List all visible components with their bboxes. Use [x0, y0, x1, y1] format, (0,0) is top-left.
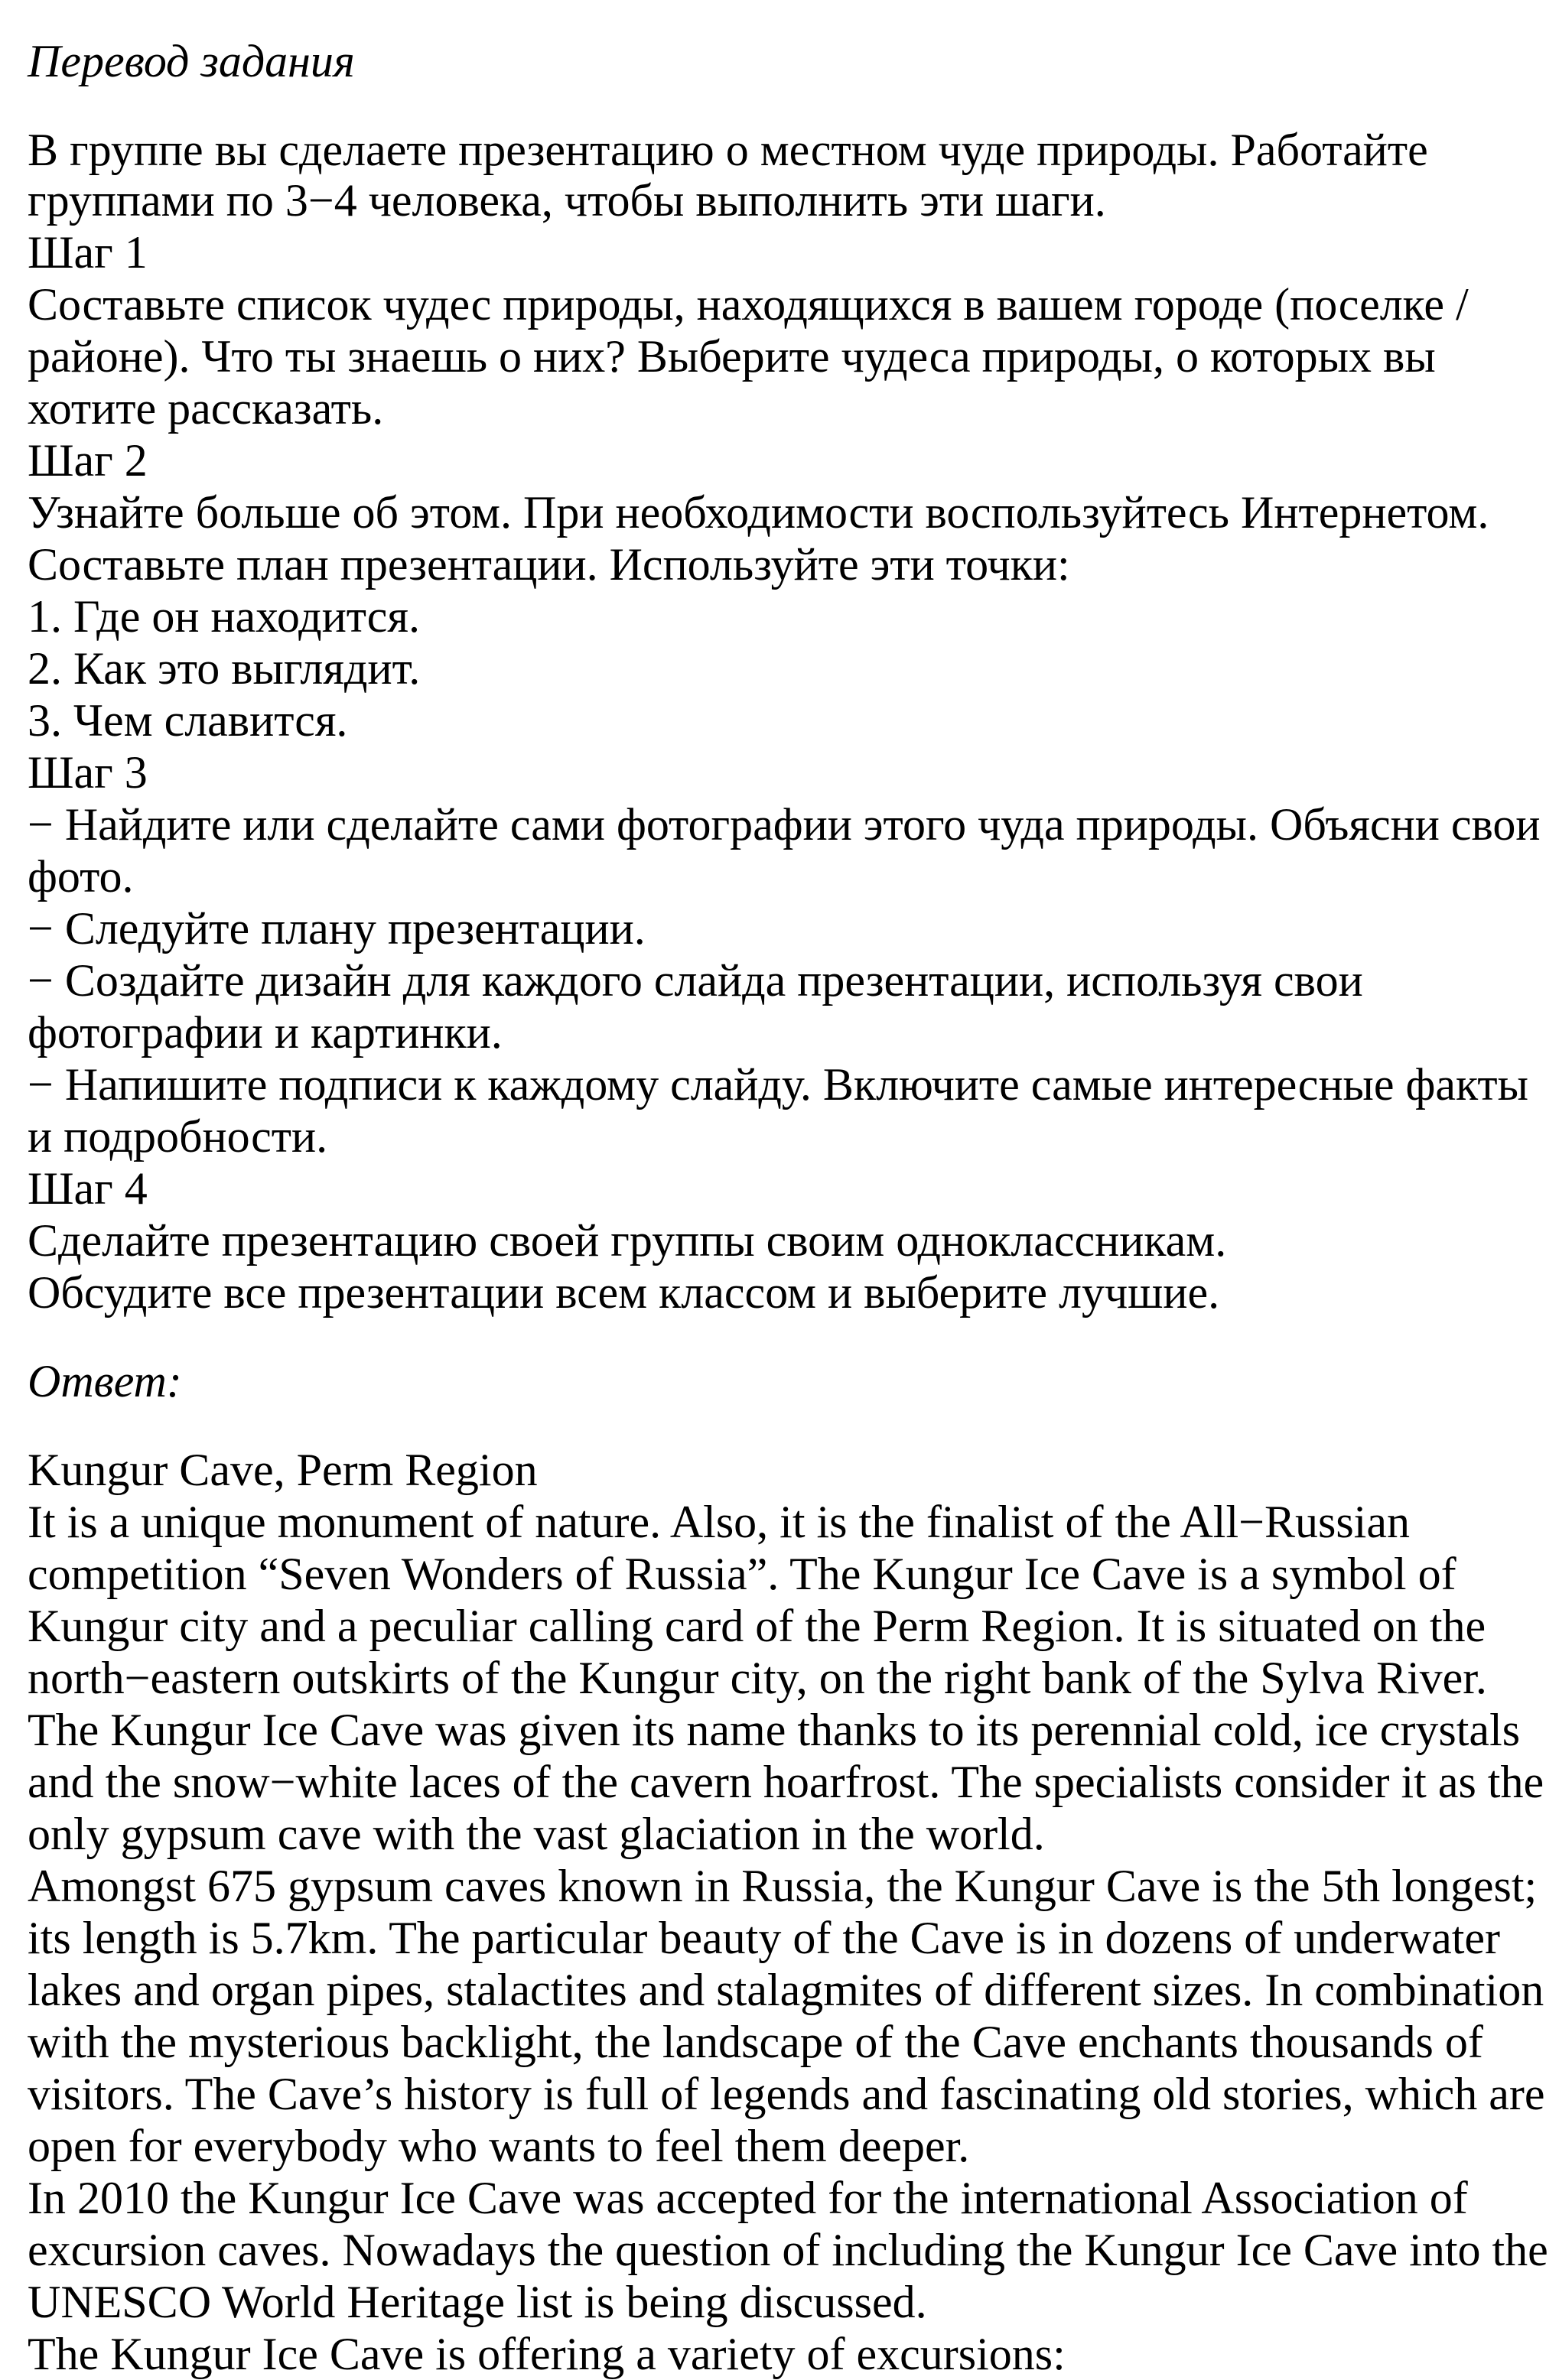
- answer-line: only gypsum cave with the vast glaciation in the world.: [28, 1809, 1045, 1859]
- task-line: − Найдите или сделайте сами фотографии этого чуда природы. Объясни свои: [28, 799, 1541, 850]
- answer-line: In 2010 the Kungur Ice Cave was accepted for the international Association of: [28, 2173, 1468, 2223]
- answer-line: lakes and organ pipes, stalactites and stalagmites of different sizes. In combination: [28, 1965, 1544, 2015]
- answer-line: competition “Seven Wonders of Russia”. The Kungur Ice Cave is a symbol of: [28, 1549, 1456, 1599]
- answer-line: with the mysterious backlight, the landscape of the Cave enchants thousands of: [28, 2017, 1483, 2067]
- task-line: Составьте список чудес природы, находящихся в вашем городе (поселке /: [28, 279, 1469, 330]
- task-heading: Перевод задания: [28, 36, 355, 86]
- task-line: фотографии и картинки.: [28, 1007, 503, 1058]
- answer-line: excursion caves. Nowadays the question of including the Kungur Ice Cave into the: [28, 2225, 1548, 2275]
- answer-line: visitors. The Cave’s history is full of legends and fascinating old stories, which are: [28, 2069, 1545, 2119]
- answer-heading: Ответ:: [28, 1356, 182, 1406]
- answer-title: Kungur Cave, Perm Region: [28, 1445, 538, 1495]
- task-line: 3. Чем славится.: [28, 695, 348, 746]
- answer-line: and the snow−white laces of the cavern hoarfrost. The specialists consider it as the: [28, 1757, 1544, 1807]
- task-line: хотите рассказать.: [28, 383, 384, 434]
- answer-line: open for everybody who wants to feel them deeper.: [28, 2121, 970, 2171]
- task-line: Составьте план презентации. Используйте эти точки:: [28, 539, 1070, 590]
- task-line: 1. Где он находится.: [28, 591, 420, 642]
- task-line: − Следуйте плану презентации.: [28, 903, 646, 954]
- answer-line: its length is 5.7km. The particular beauty of the Cave is in dozens of underwater: [28, 1913, 1501, 1963]
- answer-line: north−eastern outskirts of the Kungur city, on the right bank of the Sylva River.: [28, 1653, 1487, 1703]
- task-line: и подробности.: [28, 1111, 328, 1162]
- task-line: − Напишите подписи к каждому слайду. Включите самые интересные факты: [28, 1059, 1528, 1110]
- answer-line: UNESCO World Heritage list is being discussed.: [28, 2277, 927, 2327]
- task-line: фото.: [28, 851, 134, 902]
- step-heading: Шаг 2: [28, 435, 148, 486]
- step-heading: Шаг 3: [28, 747, 148, 798]
- answer-line: Kungur city and a peculiar calling card of the Perm Region. It is situated on the: [28, 1601, 1486, 1651]
- answer-line: The Kungur Ice Cave was given its name thanks to its perennial cold, ice crystals: [28, 1705, 1521, 1755]
- task-line: − Создайте дизайн для каждого слайда презентации, используя свои: [28, 955, 1363, 1006]
- step-heading: Шаг 1: [28, 227, 148, 278]
- task-line: 2. Как это выглядит.: [28, 643, 421, 694]
- task-line: В группе вы сделаете презентацию о местном чуде природы. Работайте: [28, 125, 1428, 175]
- task-line: Узнайте больше об этом. При необходимости воспользуйтесь Интернетом.: [28, 487, 1489, 538]
- answer-line: It is a unique monument of nature. Also, it is the finalist of the All−Russian: [28, 1497, 1410, 1547]
- answer-line: The Kungur Ice Cave is offering a variety of excursions:: [28, 2329, 1066, 2379]
- task-line: районе). Что ты знаешь о них? Выберите чудеса природы, о которых вы: [28, 331, 1436, 382]
- task-line: Обсудите все презентации всем классом и выберите лучшие.: [28, 1267, 1220, 1318]
- task-line: Сделайте презентацию своей группы своим одноклассникам.: [28, 1215, 1227, 1266]
- step-heading: Шаг 4: [28, 1163, 148, 1214]
- task-line: группами по 3−4 человека, чтобы выполнить эти шаги.: [28, 175, 1106, 226]
- answer-line: Amongst 675 gypsum caves known in Russia, the Kungur Cave is the 5th longest;: [28, 1861, 1538, 1911]
